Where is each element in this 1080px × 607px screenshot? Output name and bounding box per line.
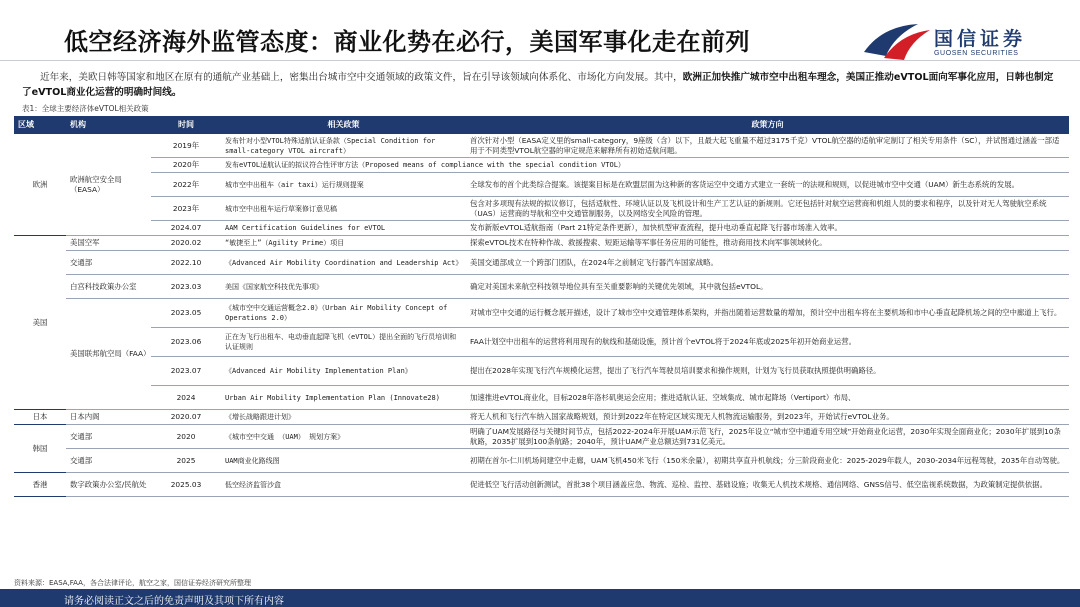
table-row bbox=[14, 386, 1069, 410]
policy-cell: 城市空中出租车运行草案修订意见稿 bbox=[221, 197, 466, 221]
org-cell: 交通部 bbox=[66, 425, 151, 449]
direction-cell: 初期在首尔-仁川机场间建空中走廊，UAM飞机450米飞行（150米余量），初期共享直升机航线；分三阶段商业化：2025-2029年载人，2030-2034年远程驾驶，2035年自动驾驶。 bbox=[466, 449, 1069, 473]
direction-cell: 发布新版eVTOL适航指南（Part 21特定条件更新），加快机型审查流程，提升电动垂直起降飞行器市场准入效率。 bbox=[466, 221, 1069, 236]
policy-cell: 发布eVTOL适航认证的拟议符合性评审方法（Proposed means of compliance with the special condition VTOL） bbox=[221, 158, 1069, 173]
table-row bbox=[14, 158, 1069, 173]
region-cell: 日本 bbox=[14, 410, 66, 425]
direction-cell: 探索eVTOL技术在特种作战、救援搜索、短距运输等军事任务应用的可能性，推动商用技术向军事领域转化。 bbox=[466, 236, 1069, 251]
page-title: 低空经济海外监管态度：商业化势在必行，美国军事化走在前列 bbox=[64, 28, 750, 56]
header-direction: 政策方向 bbox=[466, 116, 1069, 134]
direction-cell: FAA计划空中出租车的运营将利用现有的航线和基础设施，预计首个eVTOL将于2024年底或2025年初开始商业运营。 bbox=[466, 328, 1069, 357]
disclaimer-text: 请务必阅读正文之后的免责声明及其项下所有内容 bbox=[64, 596, 284, 607]
time-cell: 2020.02 bbox=[151, 236, 221, 251]
direction-cell: 确定对美国未来航空科技领导地位具有至关重要影响的关键优先领域，其中就包括eVTOL。 bbox=[466, 275, 1069, 299]
direction-cell: 加速推进eVTOL商业化，目标2028年洛杉矶奥运会应用；推进适航认证、空域集成、城市起降场（Vertiport）布局、 bbox=[466, 386, 1069, 410]
time-cell: 2022.10 bbox=[151, 251, 221, 275]
policy-cell: 城市空中出租车（air taxi）运行规则提案 bbox=[221, 173, 466, 197]
table-caption: 表1：全球主要经济体eVTOL相关政策 bbox=[22, 104, 149, 113]
org-cell: 交通部 bbox=[66, 251, 151, 275]
region-cell: 香港 bbox=[14, 473, 66, 497]
intro-text: 近年来，美欧日韩等国家和地区在原有的通航产业基础上，密集出台城市空中交通领域的政策文件，旨在引导该领域向体系化、市场化方向发展。其中， bbox=[40, 72, 683, 83]
time-cell: 2022年 bbox=[151, 173, 221, 197]
org-cell: 数字政策办公室/民航处 bbox=[66, 473, 151, 497]
policy-cell: Urban Air Mobility Implementation Plan (Innovate28) bbox=[221, 386, 466, 410]
region-cell: 美国 bbox=[14, 236, 66, 410]
policy-cell: 《Advanced Air Mobility Coordination and Leadership Act》 bbox=[221, 251, 466, 275]
org-cell: 美国联邦航空局（FAA） bbox=[66, 299, 151, 410]
policy-cell: 《城市空中交通 （UAM） 规划方案》 bbox=[221, 425, 466, 449]
header-region: 区域 bbox=[14, 116, 66, 134]
time-cell: 2020年 bbox=[151, 158, 221, 173]
header-time: 时间 bbox=[151, 116, 221, 134]
direction-cell: 对城市空中交通的运行概念展开描述，设计了城市空中交通管理体系架构，并指出随着运营数量的增加，预计空中出租车将在主要机场和市中心垂直起降机场之间的空中廊道上飞行。 bbox=[466, 299, 1069, 328]
time-cell: 2023.05 bbox=[151, 299, 221, 328]
policy-cell: UAM商业化路线图 bbox=[221, 449, 466, 473]
time-cell: 2023年 bbox=[151, 197, 221, 221]
org-cell: 白宫科技政策办公室 bbox=[66, 275, 151, 299]
time-cell: 2023.07 bbox=[151, 357, 221, 386]
logo-mark-icon bbox=[860, 22, 932, 62]
time-cell: 2020 bbox=[151, 425, 221, 449]
policy-cell: 《Advanced Air Mobility Implementation Plan》 bbox=[221, 357, 466, 386]
table-row bbox=[14, 134, 1069, 158]
table-row bbox=[14, 275, 1069, 299]
table-row bbox=[14, 449, 1069, 473]
header-org: 机构 bbox=[66, 116, 151, 134]
table-header-row bbox=[14, 116, 1069, 134]
direction-cell: 促进低空飞行活动创新测试，首批38个项目涵盖应急、物流、巡检、监控、基础设施；收集无人机技术规格、通信网络、GNSS信号、低空监视系统数据，为政策制定提供依据。 bbox=[466, 473, 1069, 497]
direction-cell: 将无人机和飞行汽车纳入国家战略规划，预计到2022年在特定区域实现无人机物流运输服务，到2023年，开始试行eVTOL业务。 bbox=[466, 410, 1069, 425]
org-cell: 欧洲航空安全局（EASA） bbox=[66, 134, 151, 236]
header-policy: 相关政策 bbox=[221, 116, 466, 134]
policy-cell: AAM Certification Guidelines for eVTOL bbox=[221, 221, 466, 236]
table-row bbox=[14, 251, 1069, 275]
time-cell: 2023.03 bbox=[151, 275, 221, 299]
direction-cell: 首次针对小型（EASA定义里的small-category，9座级（含）以下，且最大起飞重量不超过3175千克）VTOL航空器的适航审定制订了相关专用条件（SC），并试图通过涵盖一部适用于不同类型VTOL航空器的审定规范来解释所有初始适航问题。 bbox=[466, 134, 1069, 158]
direction-cell: 明确了UAM发展路径与关键时间节点，包括2022-2024年开展UAM示范飞行，2025年设立“城市空中通道专用空域”开始商业化运营，2030年实现全面商业化；2030年扩展到10条航路，2035扩展到100条航路；2040年，预计UAM产业总额达到731亿美元。 bbox=[466, 425, 1069, 449]
table-row bbox=[14, 236, 1069, 251]
region-cell: 欧洲 bbox=[14, 134, 66, 236]
policy-cell: 正在为飞行出租车、电动垂直起降飞机（eVTOL）提出全面的飞行员培训和认证规则 bbox=[221, 328, 466, 357]
direction-cell: 全球发布的首个此类综合提案。该提案目标是在欧盟层面为这种新的客货运空中交通方式建立一套统一的法规和规则，以促进城市空中交通（UAM）新生态系统的发展。 bbox=[466, 173, 1069, 197]
table-row bbox=[14, 197, 1069, 221]
direction-cell: 美国交通部成立一个跨部门团队，在2024年之前制定飞行器汽车国家战略。 bbox=[466, 251, 1069, 275]
table-row bbox=[14, 425, 1069, 449]
region-cell: 韩国 bbox=[14, 425, 66, 473]
table-row bbox=[14, 173, 1069, 197]
org-cell: 日本内阁 bbox=[66, 410, 151, 425]
table-row bbox=[14, 410, 1069, 425]
time-cell: 2025 bbox=[151, 449, 221, 473]
time-cell: 2020.07 bbox=[151, 410, 221, 425]
direction-cell: 提出在2028年实现飞行汽车规模化运营，提出了飞行汽车驾驶员培训要求和操作规则，计划为飞行员获取执照提供明确路径。 bbox=[466, 357, 1069, 386]
time-cell: 2023.06 bbox=[151, 328, 221, 357]
title-divider bbox=[0, 60, 1080, 61]
table-row bbox=[14, 299, 1069, 328]
policy-cell: 《城市空中交通运营概念2.0》（Urban Air Mobility Concept of Operations 2.0） bbox=[221, 299, 466, 328]
table-row bbox=[14, 221, 1069, 236]
source-note: 资料来源：EASA,FAA，各合法律评论，航空之家，国信证券经济研究所整理 bbox=[14, 579, 251, 587]
intro-paragraph bbox=[22, 70, 1062, 100]
org-cell: 交通部 bbox=[66, 449, 151, 473]
direction-cell: 包含对多项现有法规的拟议修订，包括适航性、环境认证以及飞机设计和生产工艺认证的新规则。它还包括针对航空运营商和机组人员的要求和程序，以及针对无人驾驶航空系统（UAS）运营商的导航和空中交通管制服务，以及网络安全风险的管理。 bbox=[466, 197, 1069, 221]
table-row bbox=[14, 357, 1069, 386]
time-cell: 2024 bbox=[151, 386, 221, 410]
policy-table bbox=[14, 116, 1069, 497]
logo-english-name: GUOSEN SECURITIES bbox=[934, 50, 1019, 57]
footer-bar bbox=[0, 589, 1080, 607]
time-cell: 2019年 bbox=[151, 134, 221, 158]
org-cell: 美国空军 bbox=[66, 236, 151, 251]
policy-cell: 发布针对小型VTOL特殊适航认证条款（Special Condition for small-category VTOL aircraft） bbox=[221, 134, 466, 158]
policy-cell: “敏捷至上”（Agility Prime）项目 bbox=[221, 236, 466, 251]
table-row bbox=[14, 473, 1069, 497]
time-cell: 2025.03 bbox=[151, 473, 221, 497]
policy-cell: 美国《国家航空科技优先事项》 bbox=[221, 275, 466, 299]
time-cell: 2024.07 bbox=[151, 221, 221, 236]
intro-bold-text: 欧洲正加快推广城市空中出租车理念，美国正推动eVTOL面向军事化应用，日韩也制定了eVTOL商业化运营的明确时间线。 bbox=[22, 72, 1054, 98]
policy-cell: 低空经济监管沙盒 bbox=[221, 473, 466, 497]
logo-name: 国信证券 bbox=[934, 28, 1027, 50]
policy-cell: 《增长战略跟进计划》 bbox=[221, 410, 466, 425]
table-row bbox=[14, 328, 1069, 357]
